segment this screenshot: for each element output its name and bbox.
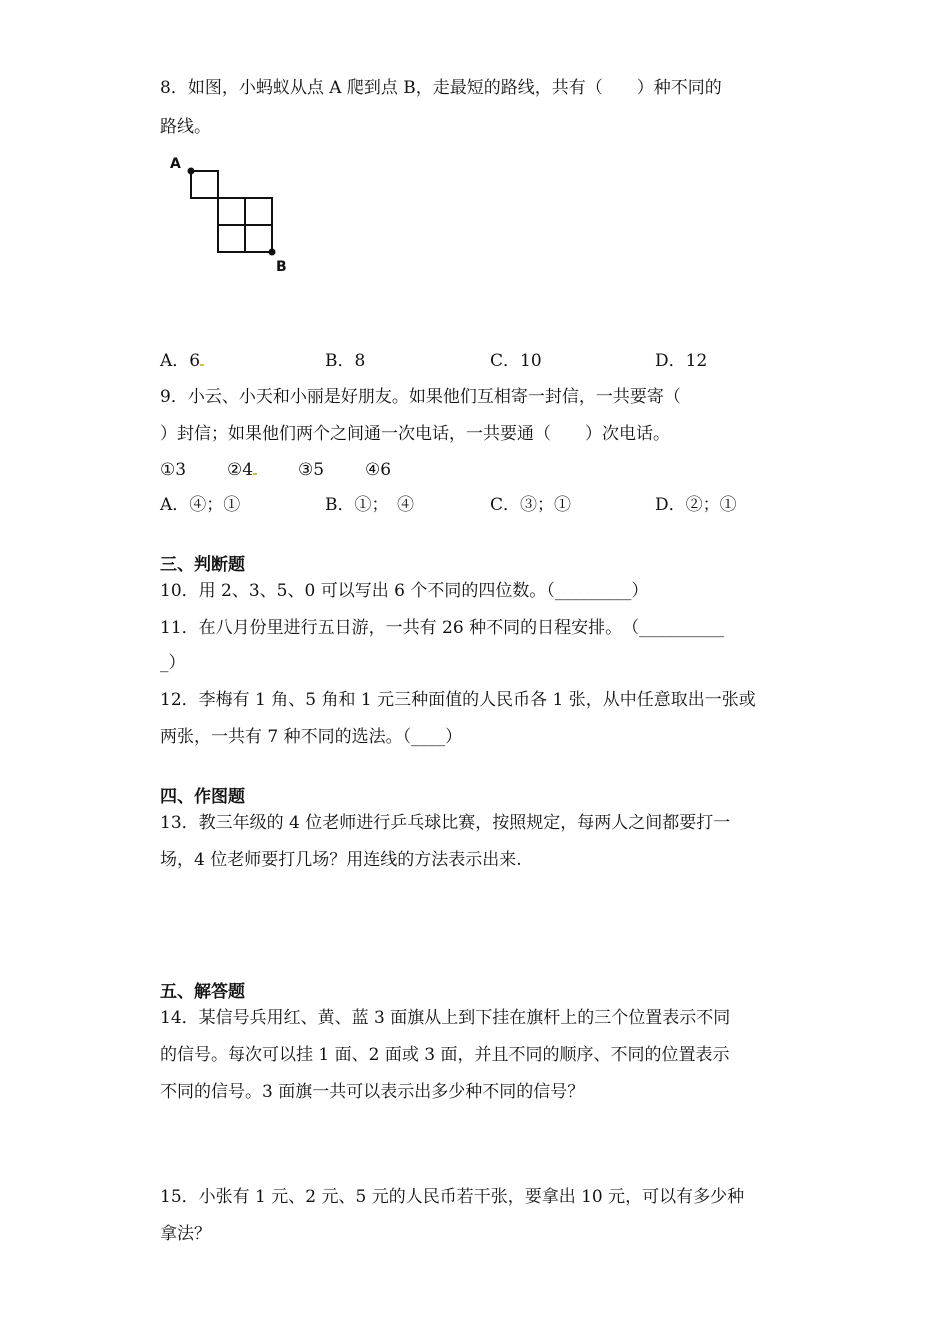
q8-option-c: C．10 bbox=[490, 351, 542, 371]
q11-text-line1: 11．在八月份里进行五日游，一共有 26 种不同的日程安排。 （__________ bbox=[160, 618, 725, 638]
point-a-dot bbox=[188, 168, 195, 175]
point-b-dot bbox=[269, 249, 276, 256]
q8-option-d: D．12 bbox=[655, 351, 708, 371]
grid-square bbox=[218, 225, 245, 252]
q12-text-line2: 两张，一共有 7 种不同的选法。（____） bbox=[160, 727, 463, 747]
q15-text-line1: 15．小张有 1 元、2 元、5 元的人民币若干张，要拿出 10 元，可以有多少种 bbox=[160, 1187, 745, 1207]
point-b-label: B bbox=[276, 259, 287, 275]
q10-text: 10．用 2、3、5、0 可以写出 6 个不同的四位数。（_________） bbox=[160, 581, 649, 601]
q8-grid-figure bbox=[160, 150, 300, 280]
q9-choice-2: ②4 bbox=[227, 462, 257, 479]
q9-option-b: B．①； ④ bbox=[325, 495, 414, 515]
q8-option-b: B．8 bbox=[325, 351, 366, 371]
q14-text-line2: 的信号。每次可以挂 1 面、2 面或 3 面，并且不同的顺序、不同的位置表示 bbox=[160, 1045, 730, 1065]
q9-option-d: D．②；① bbox=[655, 495, 737, 515]
section3-title: 三、判断题 bbox=[160, 555, 245, 575]
q11-text-line2: _） bbox=[160, 653, 186, 673]
point-a-label: A bbox=[170, 156, 181, 172]
q12-text-line1: 12．李梅有 1 角、5 角和 1 元三种面值的人民币各 1 张，从中任意取出一张或 bbox=[160, 690, 756, 710]
grid-top-square bbox=[191, 171, 218, 198]
q14-text-line1: 14．某信号兵用红、黄、蓝 3 面旗从上到下挂在旗杆上的三个位置表示不同 bbox=[160, 1008, 731, 1028]
grid-square bbox=[245, 225, 272, 252]
q8-option-a: A．6 bbox=[160, 353, 204, 370]
q14-text-line3: 不同的信号。3 面旗一共可以表示出多少种不同的信号？ bbox=[160, 1082, 585, 1102]
q15-text-line2: 拿法？ bbox=[160, 1224, 211, 1244]
q9-text-line2: ）封信；如果他们两个之间通一次电话，一共要通（ ）次电话。 bbox=[160, 424, 670, 444]
q9-choice-1: ①3 bbox=[160, 460, 187, 480]
q13-text-line2: 场，4 位老师要打几场？用连线的方法表示出来. bbox=[160, 850, 522, 870]
section4-title: 四、作图题 bbox=[160, 787, 245, 807]
q8-text-line1: 8．如图，小蚂蚁从点 A 爬到点 B，走最短的路线，共有（ ）种不同的 bbox=[160, 78, 722, 98]
grid-square bbox=[218, 198, 245, 225]
q9-choice-4: ④6 bbox=[365, 460, 392, 480]
q8-text-line2: 路线。 bbox=[160, 117, 211, 137]
q9-option-a: A．④；① bbox=[160, 495, 241, 515]
q9-option-c: C．③；① bbox=[490, 495, 572, 515]
q9-choice-3: ③5 bbox=[298, 460, 325, 480]
section5-title: 五、解答题 bbox=[160, 982, 245, 1002]
q9-text-line1: 9．小云、小天和小丽是好朋友。如果他们互相寄一封信，一共要寄（ bbox=[160, 387, 681, 407]
q13-text-line1: 13．教三年级的 4 位老师进行乒乓球比赛，按照规定，每两人之间都要打一 bbox=[160, 813, 731, 833]
grid-square bbox=[245, 198, 272, 225]
